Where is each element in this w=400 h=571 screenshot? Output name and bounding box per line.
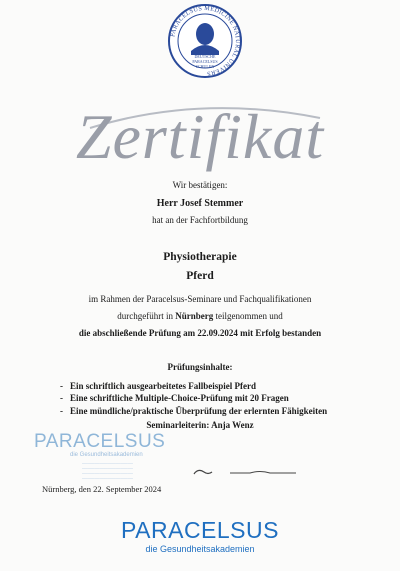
place-date: Nürnberg, den 22. September 2024 [42,484,162,494]
list-item: - Ein schriftlich ausgearbeitetes Fallbeispiel Pferd [60,381,256,391]
stamp-brand-text: PARACELSUS [34,431,166,452]
list-item: - Eine schriftliche Multiple-Choice-Prüfung mit 20 Fragen [60,393,289,404]
stamp-tagline: die Gesundheitsakademien [70,452,143,458]
recipient-name: Herr Josef Stemmer [156,198,244,209]
paracelsus-logo: PARACELSUS [121,517,279,543]
subject-line-2: Pferd [186,270,214,282]
seminar-lead: Seminarleiterin: Anja Wenz [146,420,254,430]
certificate-title [0,88,400,180]
signature-icon [190,464,300,478]
stamp-address-lines: ──────────────────── ──────────────────── ──────────────────── ──────────────────── [82,462,133,481]
exam-list [60,380,327,417]
subject-line-1: Physiotherapie [163,251,237,263]
attended-text: hat an der Fachfortbildung [152,215,248,225]
result-text: die abschließende Prüfung am 22.09.2024 mit Erfolg bestanden [78,328,322,338]
exam-heading: Prüfungsinhalte: [167,362,233,372]
list-item: - Eine mündliche/praktische Überprüfung der erlernten Fähigkeiten [60,405,328,416]
location-line: durchgeführt in Nürnberg teilgenommen und [117,311,283,321]
seal-center-line3: SCHULEN [195,64,215,69]
confirm-text: Wir bestätigen: [172,180,228,190]
seal-ring-text: PARACELSUS MEDICINE NATURAL UNIVERS [169,4,242,77]
seal-center-line1: DEUTSCHE [194,54,216,59]
paracelsus-seal-icon [167,3,243,79]
paracelsus-tagline: die Gesundheitsakademien [145,544,255,554]
location-city: Nürnberg [175,311,214,321]
seal-center-line2: PARACELSUS [192,59,218,64]
framework-text: im Rahmen der Paracelsus-Seminare und Fachqualifikationen [88,294,312,304]
certificate-title-text: Zertifikat [75,101,325,172]
